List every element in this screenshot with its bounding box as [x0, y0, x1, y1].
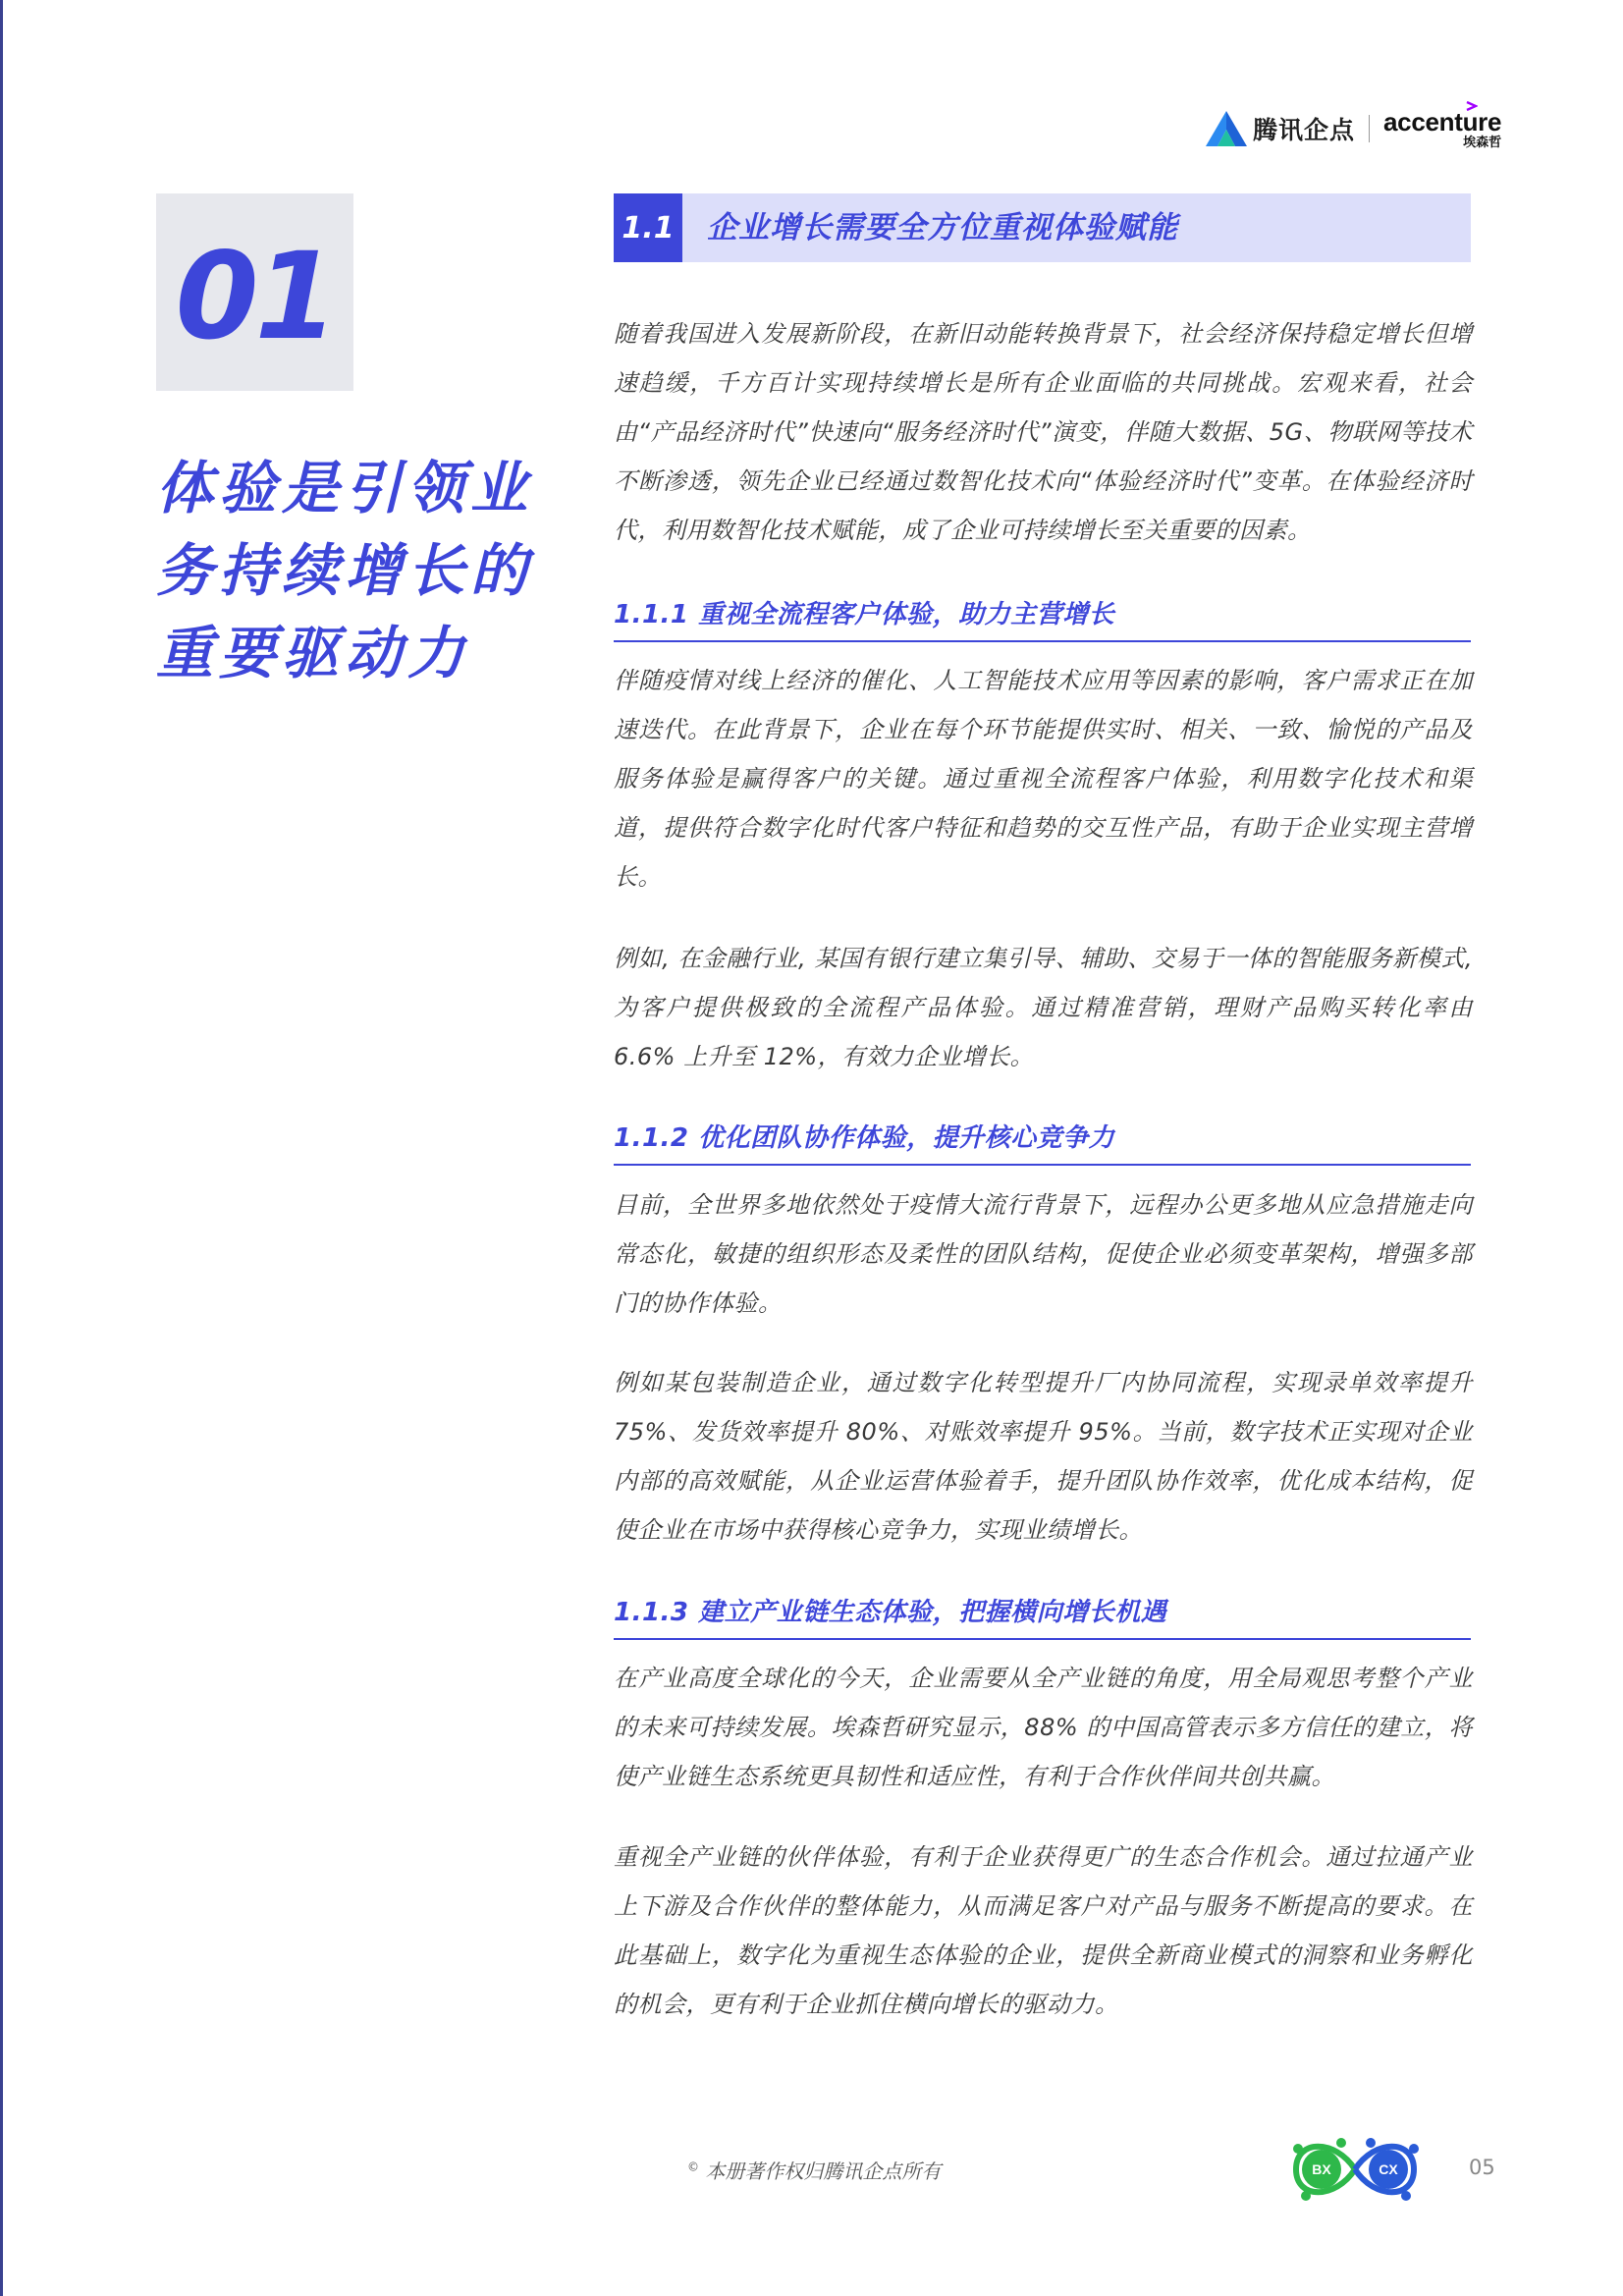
copyright-text: 本册著作权归腾讯企点所有 — [705, 2159, 942, 2183]
accenture-chevron-icon — [1466, 101, 1478, 111]
emblem-cx-label: CX — [1379, 2161, 1398, 2177]
tencent-qidian-name: 腾讯企点 — [1253, 116, 1356, 144]
subsection-1-1-1-paragraph-1: 伴随疫情对线上经济的催化、人工智能技术应用等因素的影响，客户需求正在加速迭代。在此背景下，企业在每个环节能提供实时、相关、一致、愉悦的产品及服务体验是赢得客户的关键。通过重视全流程客户体验，利用数字化技术和渠道，提供符合数字化时代客户特征和趋势的交互性产品，有助于企业实现主营增长。 — [614, 667, 1473, 891]
logo-separator — [1369, 115, 1370, 142]
subsection-1-1-3-paragraph-2: 重视全产业链的伙伴体验，有利于企业获得更广的生态合作机会。通过拉通产业上下游及合作伙伴的整体能力，从而满足客户对产品与服务不断提高的要求。在此基础上，数字化为重视生态体验的企业，提供全新商业模式的洞察和业务孵化的机会，更有利于企业抓住横向增长的驱动力。 — [614, 1843, 1473, 2018]
subsection-heading-1-1-3 — [614, 1593, 1471, 1640]
subsection-1-1-3-paragraph-1: 在产业高度全球化的今天，企业需要从全产业链的角度，用全局观思考整个产业的未来可持续发展。埃森哲研究显示，88% 的中国高管表示多方信任的建立，将使产业链生态系统更具韧性和适应性，有利于合作伙伴间共创共赢。 — [614, 1665, 1473, 1790]
accenture-logo — [1383, 106, 1502, 150]
accenture-name: accenture — [1383, 106, 1502, 137]
subsection-heading-1-1-1 — [614, 595, 1471, 642]
copyright-symbol: © — [687, 2159, 699, 2174]
subsection-heading-text: 1.1.3 建立产业链生态体验，把握横向增长机遇 — [614, 1598, 1167, 1627]
subsection-heading-text: 1.1.2 优化团队协作体验，提升核心竞争力 — [614, 1123, 1115, 1153]
footer-copyright — [687, 2156, 941, 2184]
section-title: 企业增长需要全方位重视体验赋能 — [707, 210, 1178, 246]
subsection-heading-1-1-2 — [614, 1119, 1471, 1166]
section-intro-paragraph: 随着我国进入发展新阶段，在新旧动能转换背景下，社会经济保持稳定增长但增速趋缓，千方百计实现持续增长是所有企业面临的共同挑战。宏观来看，社会由“产品经济时代”快速向“服务经济时代”演变，伴随大数据、5G、物联网等技术不断渗透，领先企业已经通过数智化技术向“体验经济时代”变革。在体验经济时代，利用数智化技术赋能，成了企业可持续增长至关重要的因素。 — [614, 320, 1473, 544]
page-number: 05 — [1469, 2156, 1495, 2179]
chapter-number: 01 — [175, 227, 335, 366]
subsection-1-1-2-paragraph-1: 目前，全世界多地依然处于疫情大流行背景下，远程办公更多地从应急措施走向常态化，敏捷的组织形态及柔性的团队结构，促使企业必须变革架构，增强多部门的协作体验。 — [614, 1191, 1473, 1317]
subsection-1-1-2-paragraph-2: 例如某包装制造企业，通过数字化转型提升厂内协同流程，实现录单效率提升 75%、发货效率提升 80%、对账效率提升 95%。当前，数字技术正实现对企业内部的高效赋能，从企业运营体验着手，提升团队协作效率，优化成本结构，促使企业在市场中获得核心竞争力，实现业绩增长。 — [614, 1369, 1473, 1544]
header-logos — [1206, 106, 1501, 151]
tencent-qidian-logo-icon — [1206, 111, 1247, 146]
subsection-heading-text: 1.1.1 重视全流程客户体验，助力主营增长 — [614, 600, 1115, 629]
section-header — [614, 193, 1471, 262]
accenture-cn-name: 埃森哲 — [1463, 135, 1502, 150]
chapter-number-box — [156, 193, 353, 391]
section-number: 1.1 — [614, 193, 682, 262]
bx-cx-infinity-emblem-icon — [1276, 2129, 1434, 2210]
chapter-title: 体验是引领业务持续增长的重要驱动力 — [156, 455, 534, 686]
page-left-rule — [0, 0, 3, 2296]
subsection-1-1-1-paragraph-2: 例如, 在金融行业, 某国有银行建立集引导、辅助、交易于一体的智能服务新模式, 为客户提供极致的全流程产品体验。通过精准营销，理财产品购买转化率由 6.6% 上升至 12%，有效力企业增长。 — [614, 945, 1473, 1070]
emblem-bx-label: BX — [1312, 2161, 1331, 2177]
